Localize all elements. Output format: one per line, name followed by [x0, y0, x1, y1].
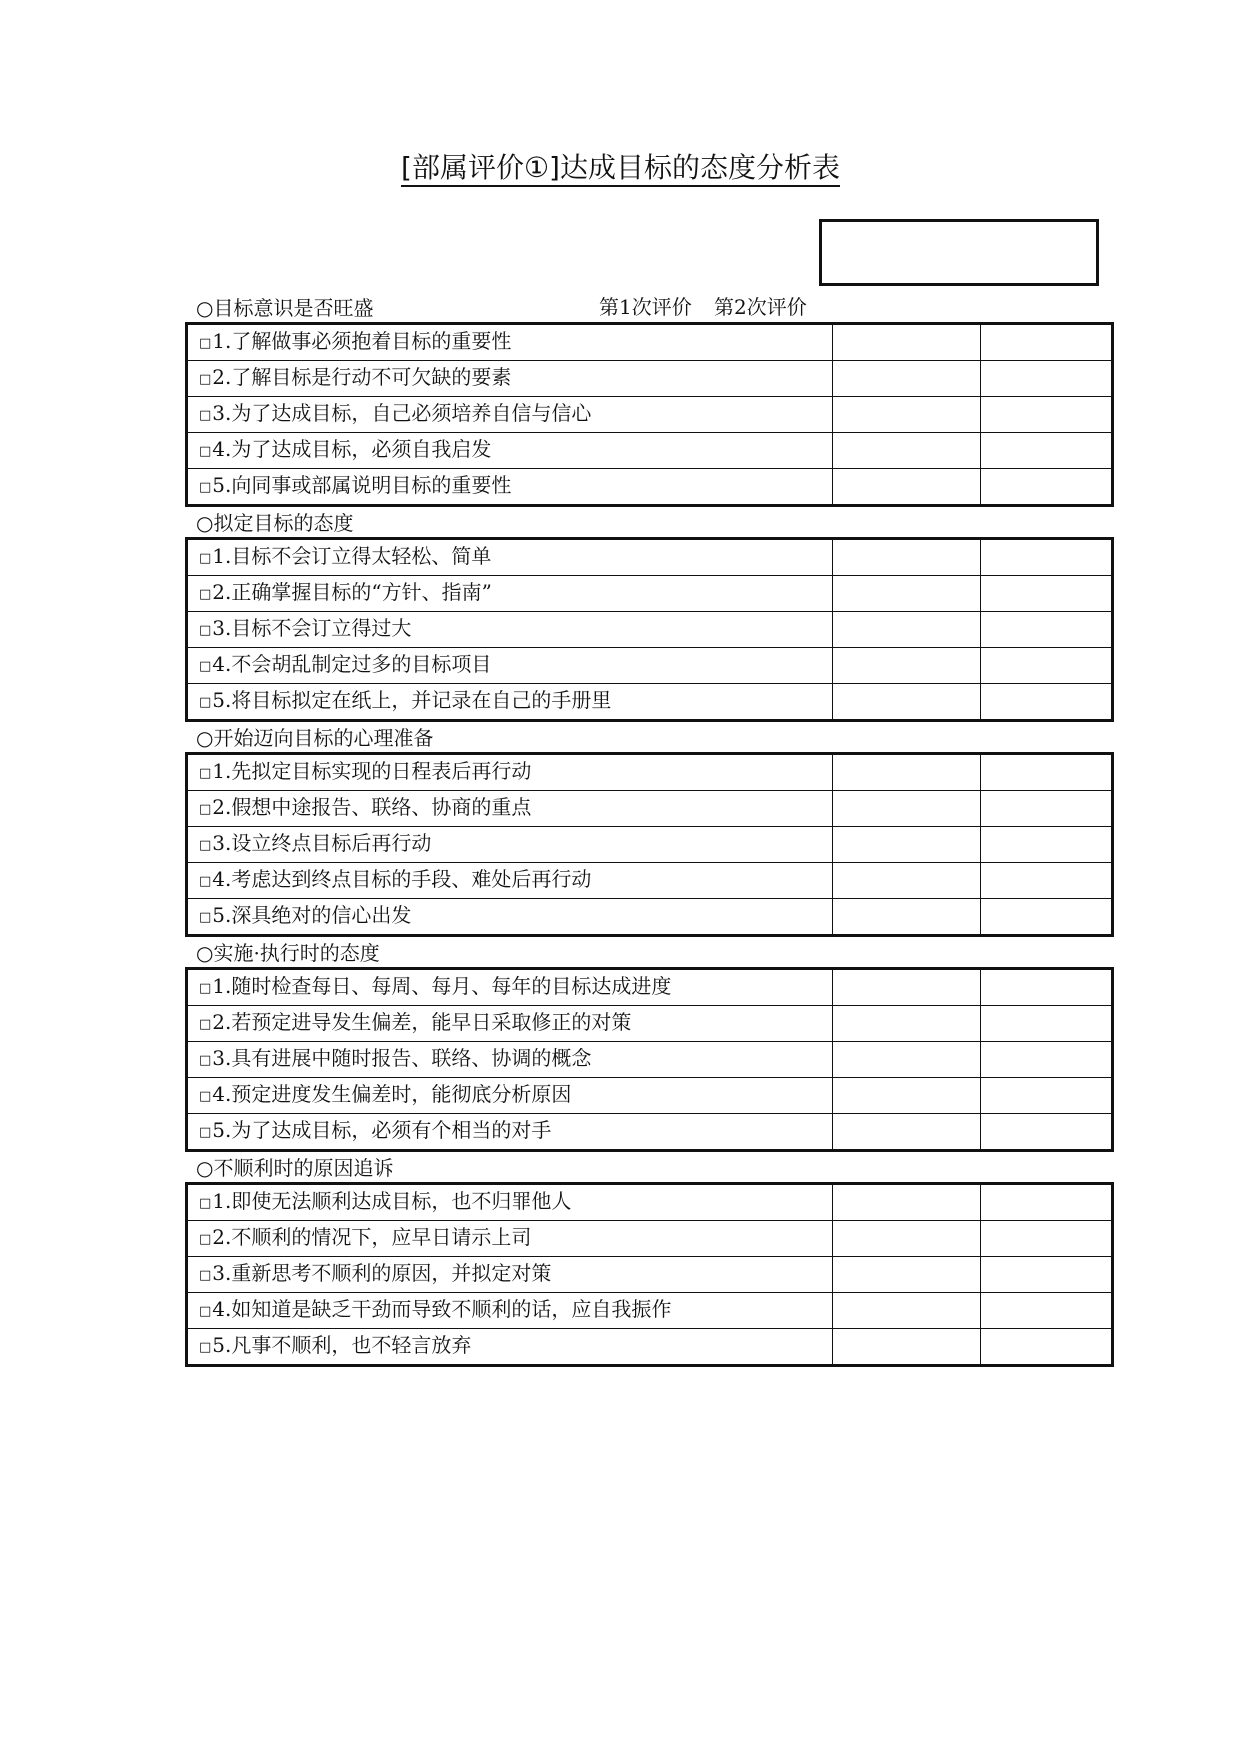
item-label: 5.深具绝对的信心出发 [212, 903, 412, 927]
table-row [187, 1006, 1113, 1042]
first-evaluation-cell[interactable] [833, 576, 981, 612]
section-title: 拟定目标的态度 [213, 511, 354, 535]
second-evaluation-cell[interactable] [981, 1078, 1113, 1114]
checkbox-icon[interactable]: □ [199, 1340, 212, 1355]
section-table [185, 1182, 1114, 1367]
second-evaluation-cell[interactable] [981, 612, 1113, 648]
evaluation-sections [185, 294, 1100, 1369]
item-cell [187, 969, 833, 1006]
item-cell [187, 539, 833, 576]
item-label: 2.正确掌握目标的“方针、指南” [212, 580, 492, 604]
item-cell [187, 612, 833, 648]
section-table [185, 537, 1114, 722]
checkbox-icon[interactable]: □ [199, 838, 212, 853]
checkbox-icon[interactable]: □ [199, 766, 212, 781]
item-cell [187, 1257, 833, 1293]
item-label: 3.目标不会订立得过大 [212, 616, 412, 640]
checkbox-icon[interactable]: □ [199, 802, 212, 817]
second-evaluation-cell[interactable] [981, 1329, 1113, 1366]
item-cell [187, 827, 833, 863]
item-cell [187, 1114, 833, 1151]
item-cell [187, 324, 833, 361]
first-evaluation-header: 第1次评价 [599, 295, 692, 319]
first-evaluation-cell[interactable] [833, 433, 981, 469]
item-label: 4.不会胡乱制定过多的目标项目 [212, 652, 492, 676]
second-evaluation-cell[interactable] [981, 397, 1113, 433]
second-evaluation-cell[interactable] [981, 899, 1113, 936]
item-label: 2.不顺利的情况下，应早日请示上司 [212, 1225, 532, 1249]
item-cell [187, 1221, 833, 1257]
first-evaluation-cell[interactable] [833, 612, 981, 648]
item-label: 2.若预定进导发生偏差，能早日采取修正的对策 [212, 1010, 632, 1034]
item-cell [187, 648, 833, 684]
checkbox-icon[interactable]: □ [199, 1196, 212, 1211]
table-row [187, 1042, 1113, 1078]
first-evaluation-cell[interactable] [833, 684, 981, 721]
first-evaluation-cell[interactable] [833, 1184, 981, 1221]
second-evaluation-cell[interactable] [981, 361, 1113, 397]
item-label: 4.如知道是缺乏干劲而导致不顺利的话，应自我振作 [212, 1297, 672, 1321]
second-evaluation-cell[interactable] [981, 539, 1113, 576]
second-evaluation-header: 第2次评价 [714, 295, 807, 319]
table-row [187, 969, 1113, 1006]
first-evaluation-cell[interactable] [833, 1293, 981, 1329]
item-label: 4.为了达成目标，必须自我启发 [212, 437, 492, 461]
second-evaluation-cell[interactable] [981, 576, 1113, 612]
second-evaluation-cell[interactable] [981, 1293, 1113, 1329]
item-cell [187, 576, 833, 612]
table-row [187, 1293, 1113, 1329]
circle-bullet-icon: ○ [196, 726, 214, 750]
second-evaluation-cell[interactable] [981, 648, 1113, 684]
second-evaluation-cell[interactable] [981, 469, 1113, 506]
item-cell [187, 684, 833, 721]
second-evaluation-cell[interactable] [981, 1114, 1113, 1151]
first-evaluation-cell[interactable] [833, 648, 981, 684]
table-row [187, 324, 1113, 361]
first-evaluation-cell[interactable] [833, 397, 981, 433]
first-evaluation-cell[interactable] [833, 899, 981, 936]
section-heading [185, 509, 1100, 537]
first-evaluation-cell[interactable] [833, 791, 981, 827]
checkbox-icon[interactable]: □ [199, 1089, 212, 1104]
page-title-text: [部属评价①]达成目标的态度分析表 [401, 151, 840, 187]
table-row [187, 469, 1113, 506]
table-row [187, 576, 1113, 612]
second-evaluation-cell[interactable] [981, 1221, 1113, 1257]
table-row [187, 791, 1113, 827]
section-title: 不顺利时的原因追诉 [213, 1156, 394, 1180]
table-row [187, 1257, 1113, 1293]
page-title [0, 148, 1241, 188]
checkbox-icon[interactable]: □ [199, 1053, 212, 1068]
checkbox-icon[interactable]: □ [199, 1125, 212, 1140]
item-label: 2.了解目标是行动不可欠缺的要素 [212, 365, 512, 389]
second-evaluation-cell[interactable] [981, 1042, 1113, 1078]
item-cell [187, 1006, 833, 1042]
section-heading [185, 939, 1100, 967]
checkbox-icon[interactable]: □ [199, 1232, 212, 1247]
table-row [187, 754, 1113, 791]
section-title: 实施·执行时的态度 [213, 941, 380, 965]
item-cell [187, 469, 833, 506]
checkbox-icon[interactable]: □ [199, 1017, 212, 1032]
second-evaluation-cell[interactable] [981, 433, 1113, 469]
checkbox-icon[interactable]: □ [199, 623, 212, 638]
total-score-box[interactable] [819, 219, 1099, 286]
second-evaluation-cell[interactable] [981, 684, 1113, 721]
checkbox-icon[interactable]: □ [199, 981, 212, 996]
second-evaluation-cell[interactable] [981, 754, 1113, 791]
checkbox-icon[interactable]: □ [199, 372, 212, 387]
table-row [187, 361, 1113, 397]
checkbox-icon[interactable]: □ [199, 1304, 212, 1319]
item-label: 4.考虑达到终点目标的手段、难处后再行动 [212, 867, 592, 891]
table-row [187, 397, 1113, 433]
item-label: 3.具有进展中随时报告、联络、协调的概念 [212, 1046, 592, 1070]
item-label: 5.将目标拟定在纸上，并记录在自己的手册里 [212, 688, 612, 712]
table-row [187, 1184, 1113, 1221]
first-evaluation-cell[interactable] [833, 324, 981, 361]
item-label: 1.随时检查每日、每周、每月、每年的目标达成进度 [212, 974, 672, 998]
first-evaluation-cell[interactable] [833, 469, 981, 506]
checkbox-icon[interactable]: □ [199, 444, 212, 459]
section-table [185, 967, 1114, 1152]
checkbox-icon[interactable]: □ [199, 551, 212, 566]
circle-bullet-icon: ○ [196, 1156, 214, 1180]
first-evaluation-cell[interactable] [833, 361, 981, 397]
second-evaluation-cell[interactable] [981, 1184, 1113, 1221]
second-evaluation-cell[interactable] [981, 1006, 1113, 1042]
table-row [187, 648, 1113, 684]
table-row [187, 1114, 1113, 1151]
item-label: 1.先拟定目标实现的日程表后再行动 [212, 759, 532, 783]
checkbox-icon[interactable]: □ [199, 408, 212, 423]
table-row [187, 1078, 1113, 1114]
first-evaluation-cell[interactable] [833, 1042, 981, 1078]
second-evaluation-cell[interactable] [981, 791, 1113, 827]
item-cell [187, 1042, 833, 1078]
second-evaluation-cell[interactable] [981, 969, 1113, 1006]
item-label: 2.假想中途报告、联络、协商的重点 [212, 795, 532, 819]
item-cell [187, 1293, 833, 1329]
table-row [187, 539, 1113, 576]
circle-bullet-icon: ○ [196, 941, 214, 965]
checkbox-icon[interactable]: □ [199, 659, 212, 674]
circle-bullet-icon: ○ [196, 511, 214, 535]
item-cell [187, 1078, 833, 1114]
section-table [185, 322, 1114, 507]
item-cell [187, 899, 833, 936]
item-cell [187, 433, 833, 469]
item-label: 1.即使无法顺利达成目标，也不归罪他人 [212, 1189, 572, 1213]
checkbox-icon[interactable]: □ [199, 910, 212, 925]
first-evaluation-cell[interactable] [833, 1006, 981, 1042]
item-label: 5.为了达成目标，必须有个相当的对手 [212, 1118, 552, 1142]
table-row [187, 1221, 1113, 1257]
second-evaluation-cell[interactable] [981, 1257, 1113, 1293]
section-heading [185, 1154, 1100, 1182]
first-evaluation-cell[interactable] [833, 1329, 981, 1366]
second-evaluation-cell[interactable] [981, 827, 1113, 863]
item-cell [187, 1184, 833, 1221]
table-row [187, 827, 1113, 863]
item-cell [187, 754, 833, 791]
first-evaluation-cell[interactable] [833, 539, 981, 576]
first-evaluation-cell[interactable] [833, 1114, 981, 1151]
table-row [187, 433, 1113, 469]
circle-bullet-icon: ○ [196, 296, 214, 320]
table-row [187, 612, 1113, 648]
item-cell [187, 397, 833, 433]
second-evaluation-cell[interactable] [981, 324, 1113, 361]
item-cell [187, 863, 833, 899]
checkbox-icon[interactable]: □ [199, 336, 212, 351]
first-evaluation-cell[interactable] [833, 754, 981, 791]
section-table [185, 752, 1114, 937]
item-label: 3.设立终点目标后再行动 [212, 831, 432, 855]
first-evaluation-cell[interactable] [833, 863, 981, 899]
section-heading [185, 294, 1100, 322]
first-evaluation-cell[interactable] [833, 1221, 981, 1257]
checkbox-icon[interactable]: □ [199, 695, 212, 710]
table-row [187, 863, 1113, 899]
item-cell [187, 791, 833, 827]
item-cell [187, 361, 833, 397]
item-label: 1.目标不会订立得太轻松、简单 [212, 544, 492, 568]
first-evaluation-cell[interactable] [833, 827, 981, 863]
second-evaluation-cell[interactable] [981, 863, 1113, 899]
checkbox-icon[interactable]: □ [199, 1268, 212, 1283]
item-label: 5.凡事不顺利，也不轻言放弃 [212, 1333, 472, 1357]
section-heading [185, 724, 1100, 752]
table-row [187, 1329, 1113, 1366]
first-evaluation-cell[interactable] [833, 1078, 981, 1114]
first-evaluation-cell[interactable] [833, 1257, 981, 1293]
item-label: 4.预定进度发生偏差时，能彻底分析原因 [212, 1082, 572, 1106]
item-label: 5.向同事或部属说明目标的重要性 [212, 473, 512, 497]
checkbox-icon[interactable]: □ [199, 480, 212, 495]
section-title: 目标意识是否旺盛 [213, 296, 374, 320]
first-evaluation-cell[interactable] [833, 969, 981, 1006]
checkbox-icon[interactable]: □ [199, 587, 212, 602]
item-cell [187, 1329, 833, 1366]
item-label: 1.了解做事必须抱着目标的重要性 [212, 329, 512, 353]
section-title: 开始迈向目标的心理准备 [213, 726, 434, 750]
item-label: 3.为了达成目标，自己必须培养自信与信心 [212, 401, 592, 425]
checkbox-icon[interactable]: □ [199, 874, 212, 889]
table-row [187, 684, 1113, 721]
item-label: 3.重新思考不顺利的原因，并拟定对策 [212, 1261, 552, 1285]
table-row [187, 899, 1113, 936]
